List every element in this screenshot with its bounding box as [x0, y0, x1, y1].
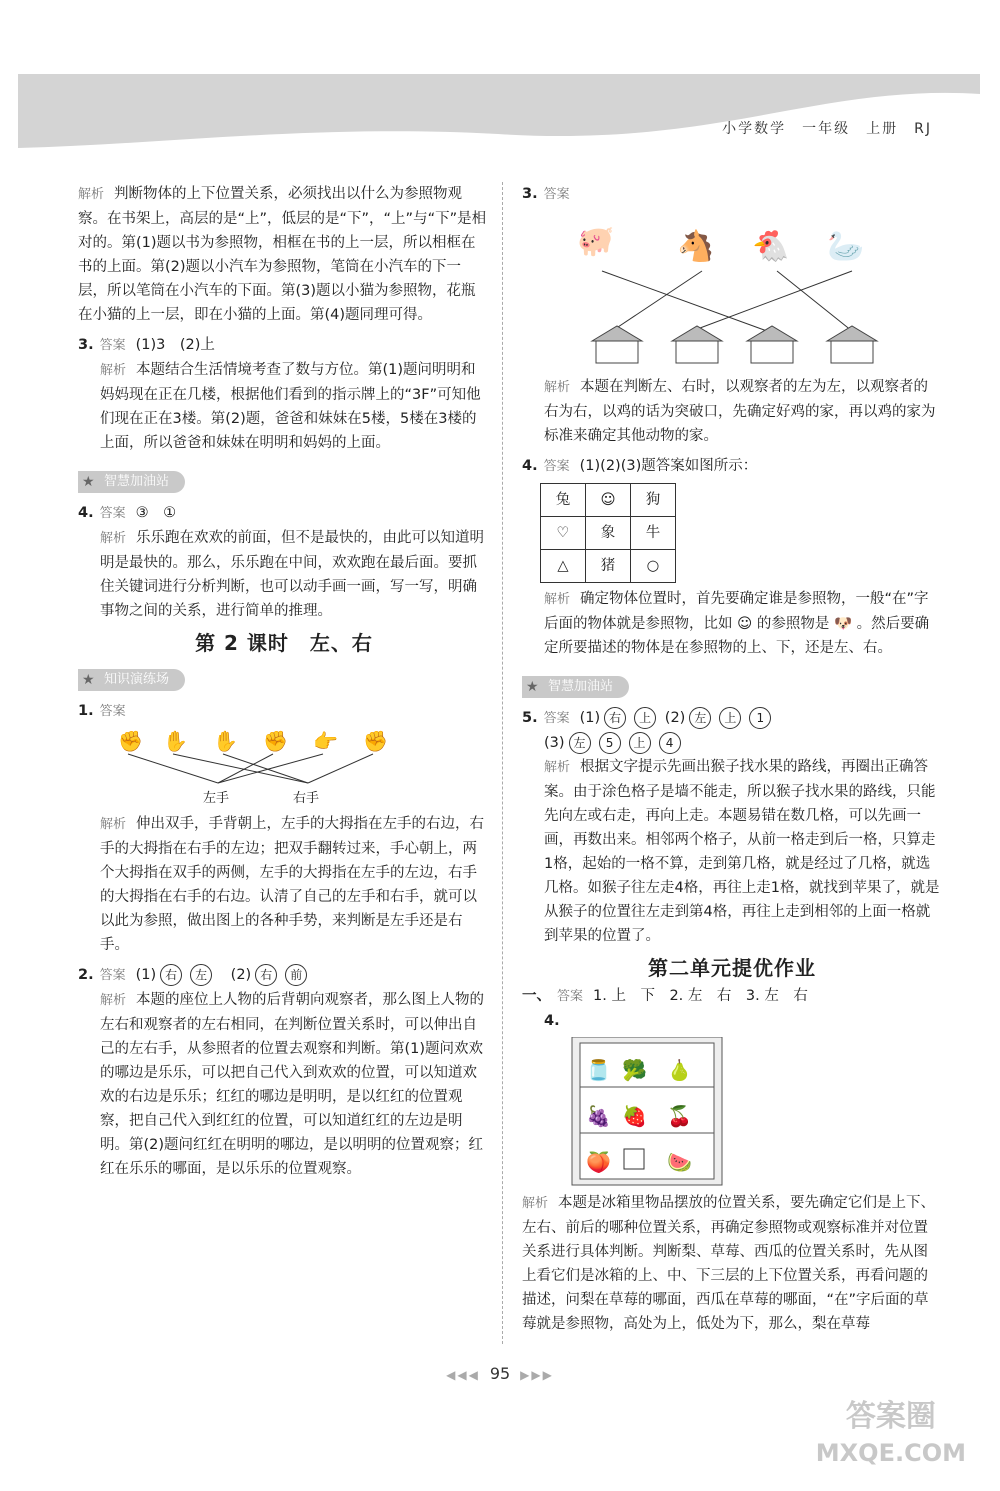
next-arrows: ▶▶▶ [520, 1368, 554, 1382]
hand-icon-4: ✊ [263, 729, 288, 753]
house-icon-4 [831, 341, 873, 363]
grid-cell: 兔 [541, 484, 586, 517]
r5-part3: (3) [544, 735, 565, 751]
analysis-label: 解析 [544, 592, 571, 607]
l2-number: 2. [78, 967, 94, 983]
r4-block [522, 454, 942, 660]
u4-analysis: 本题是冰箱里物品摆放的位置关系，要先确定它们是上下、左右、前后的哪种位置关系，再确定参照物或观察标准并对位置关系进行具体判断。判断梨、草莓、西瓜的位置关系时，先从图上看它们是冰箱的上、中、下三层的上下位置关系，再看问题的描述，问梨在草莓的哪面，西瓜在草莓的哪面，“在”字后面的草莓就是参照物，高处为上，低处为下，那么，梨在草莓 [522, 1195, 936, 1332]
u1-number: 一、 [522, 988, 551, 1004]
empty-box [624, 1149, 644, 1169]
analysis-label: 解析 [100, 363, 127, 378]
jar-icon: 🫙 [586, 1058, 611, 1082]
house-roof-1 [592, 326, 642, 341]
r5-part1: (1) [579, 710, 601, 726]
answer-label: 答案 [557, 989, 584, 1004]
smiley-icon: ☺ [732, 616, 757, 632]
hand-icon-2: ✋ [163, 729, 188, 753]
answer-grid [540, 483, 676, 583]
q3-answer: (1)3 (2)上 [135, 337, 215, 353]
r5-number: 5. [522, 710, 538, 726]
q2-analysis: 判断物体的上下位置关系，必须找出以什么为参照物观察。在书架上，高层的是“上”，低层的是“下”，“上”与“下”是相对的。第(1)题以书为参照物，相框在书的上一层，所以相框在书的上面。第(2)题以小汽车为参照物，笔筒在小汽车的下一层，所以笔筒在小汽车的下面。第(3)题以小猫为参照物，花瓶在小猫的上一层，即在小猫的上面。第(4)题同理可得。 [78, 186, 487, 323]
house-icon-1 [596, 341, 638, 363]
house-icon-2 [676, 341, 718, 363]
chicken-icon: 🐔 [752, 229, 790, 264]
house-icon-3 [751, 341, 793, 363]
hand-icon-6: ✊ [363, 729, 388, 753]
animal-house-figure [522, 211, 902, 371]
watermark-line1: 答案圈 [845, 1399, 936, 1434]
header-subject: 小学数学 一年级 上册 RJ [722, 121, 932, 137]
l2-block [78, 963, 490, 1181]
grid-cell: 狗 [631, 484, 676, 517]
house-roof-4 [827, 326, 877, 341]
answer-label: 答案 [99, 506, 126, 521]
left-hand-label: 左手 [203, 791, 230, 806]
cherry-icon: 🍒 [667, 1104, 692, 1128]
page-footer [0, 1364, 1000, 1383]
column-divider [502, 182, 503, 1344]
left-column [78, 182, 490, 1187]
answer-label: 答案 [99, 968, 126, 983]
strawberry-icon: 🍓 [622, 1104, 647, 1128]
grid-cell: ○ [631, 550, 676, 583]
pig-icon: 🐖 [577, 224, 615, 259]
analysis-label: 解析 [544, 380, 571, 395]
unit-q1-block [522, 984, 942, 1336]
q3-analysis: 本题结合生活情境考查了数与方位。第(1)题问明明和妈妈现在正在几楼，根据他们看到的指示牌上的“3F”可知他们现在正在3楼。第(2)题，爸爸和妹妹在5楼，5楼在3楼的上面，所以爸爸和妹妹在明明和妈妈的上面。 [100, 362, 481, 451]
banner-wisdom-station: ★ 智慧加油站 [78, 471, 185, 493]
q4-analysis: 乐乐跑在欢欢的前面，但不是最快的，由此可以知道明明是最快的。那么，乐乐跑在中间，欢欢跑在最后面。要抓住关键词进行分析判断，也可以动手画一画，写一写，明确事物之间的关系，进行简单的推理。 [100, 530, 485, 619]
r4-analysis-a: 确定物体位置时，首先要确定谁是参照物，一般“在”字后面的物体就是参照物，比如 [544, 591, 929, 632]
r5-block [522, 706, 942, 948]
r5-circled: 1 [749, 707, 771, 729]
grid-cell: ♡ [541, 517, 586, 550]
hands-figure [78, 728, 398, 808]
watermark [816, 1399, 966, 1471]
r3-block [522, 182, 942, 448]
analysis-label: 解析 [100, 817, 127, 832]
peach-icon: 🍑 [586, 1150, 611, 1174]
l2-analysis: 本题的座位上人物的后背朝向观察者，那么图上人物的左右和观察者的左右相同，在判断位置关系时，可以伸出自己的左右手，从参照者的位置去观察和判断。第(1)题问欢欢的哪边是乐乐，可以把自己代入到欢欢的位置，可以知道欢欢的右边是乐乐；红红的哪边是明明，是以红红的位置观察，把自己代入到红红的位置，可以知道红红的左边是明明。第(2)题问红红在明明的哪边，是以明明的位置观察；红红在乐乐的哪面，是以乐乐的位置观察。 [100, 992, 485, 1177]
answer-label: 答案 [543, 711, 570, 726]
prev-arrows: ◀◀◀ [446, 1368, 480, 1382]
hand-icon-5: 👉 [313, 729, 338, 753]
grid-cell: △ [541, 550, 586, 583]
r4-analysis-b: 的参照物是 [756, 616, 830, 632]
analysis-label: 解析 [100, 993, 127, 1008]
l1-block [78, 699, 490, 957]
pear-icon: 🍐 [667, 1058, 692, 1082]
unit-title: 第二单元提优作业 [648, 956, 816, 980]
grid-cell: ☺ [586, 484, 631, 517]
l1-analysis: 伸出双手，手背朝上，左手的大拇指在左手的右边，右手的大拇指在右手的左边；把双手翻转过来，手心朝上，两个大拇指在双手的两侧，左手的大拇指在左手的左边，右手的大拇指在右手的右边。认清了自己的左手和右手，就可以以此为参照，做出图上的各种手势，来判断是左手还是右手。 [100, 816, 485, 953]
vegetable-icon: 🥦 [622, 1058, 647, 1082]
r5-circled: 上 [719, 707, 741, 729]
r5-circled: 4 [659, 732, 681, 754]
r4-analysis-c: 。然后要确定所要描述的物体是在参照物的上、下，还是左、右。 [544, 616, 930, 656]
house-roof-2 [672, 326, 722, 341]
r4-answer: (1)(2)(3)题答案如图所示： [579, 458, 758, 474]
answer-label: 答案 [99, 704, 126, 719]
grid-cell: 猪 [586, 550, 631, 583]
r3-number: 3. [522, 186, 538, 202]
r5-part2: (2) [664, 710, 686, 726]
q4-number: 4. [78, 505, 94, 521]
goose-icon: 🦢 [827, 229, 865, 264]
dog-icon: 🐶 [829, 616, 857, 632]
answer-label: 答案 [543, 187, 570, 202]
q3-block [78, 333, 490, 455]
r5-circled: 5 [599, 732, 621, 754]
grape-icon: 🍇 [586, 1104, 611, 1128]
analysis-label: 解析 [522, 1196, 549, 1211]
right-hand-label: 右手 [293, 791, 320, 806]
banner-wisdom-station-2: ★ 智慧加油站 [522, 676, 629, 698]
r5-circled: 上 [629, 732, 651, 754]
house-roof-3 [747, 326, 797, 341]
watermark-line2: MXQE.COM [815, 1439, 966, 1467]
fridge-figure [552, 1037, 852, 1187]
l2-circled-1: 右 [160, 964, 182, 986]
right-column [522, 182, 942, 1342]
l2-circled-4: 前 [285, 964, 307, 986]
l2-circled-3: 右 [255, 964, 277, 986]
page-number: 95 [489, 1364, 511, 1383]
lesson-title: 第 2 课时 左、右 [195, 631, 373, 655]
analysis-label: 解析 [100, 531, 127, 546]
answer-label: 答案 [543, 459, 570, 474]
l2-part1: (1) [135, 967, 157, 983]
answer-label: 答案 [99, 338, 126, 353]
analysis-label: 解析 [544, 760, 571, 775]
r5-circled: 左 [569, 732, 591, 754]
banner-knowledge-practice: ★ 知识演练场 [78, 669, 185, 691]
watermelon-icon: 🍉 [667, 1150, 692, 1174]
hand-icon-1: ✊ [118, 729, 143, 753]
l2-part2: (2) [230, 967, 252, 983]
r3-analysis: 本题在判断左、右时，以观察者的左为左，以观察者的右为右，以鸡的话为突破口，先确定好鸡的家，再以鸡的家为标准来确定其他动物的家。 [544, 379, 936, 444]
q4-block [78, 501, 490, 623]
r5-circled: 上 [634, 707, 656, 729]
l2-circled-2: 左 [190, 964, 212, 986]
u1-answer: 1. 上 下 2. 左 右 3. 左 右 [593, 988, 808, 1004]
u4-number: 4. [544, 1013, 560, 1029]
hand-icon-3: ✋ [213, 729, 238, 753]
q3-number: 3. [78, 337, 94, 353]
grid-cell: 象 [586, 517, 631, 550]
q2-analysis-block [78, 182, 490, 327]
analysis-label: 解析 [78, 187, 105, 202]
r5-circled: 左 [689, 707, 711, 729]
grid-cell: 牛 [631, 517, 676, 550]
l1-number: 1. [78, 703, 94, 719]
horse-icon: 🐴 [677, 229, 715, 264]
r4-number: 4. [522, 458, 538, 474]
r5-analysis: 根据文字提示先画出猴子找水果的路线，再圈出正确答案。由于涂色格子是墙不能走，所以猴子找水果的路线，只能先向左或右走，再向上走。本题易错在数几格，可以先画一画，再数出来。相邻两个格子，从前一格走到后一格，只算走1格，起始的一格不算，走到第几格，就是经过了几格，就选几格。如猴子往左走4格，再往上走1格，就找到苹果了，就是从猴子的位置往左走到第4格，再往上走到相邻的上面一格就到苹果的位置了。 [544, 759, 940, 944]
r5-circled: 右 [604, 707, 626, 729]
q4-answer: ③ ① [135, 505, 177, 521]
